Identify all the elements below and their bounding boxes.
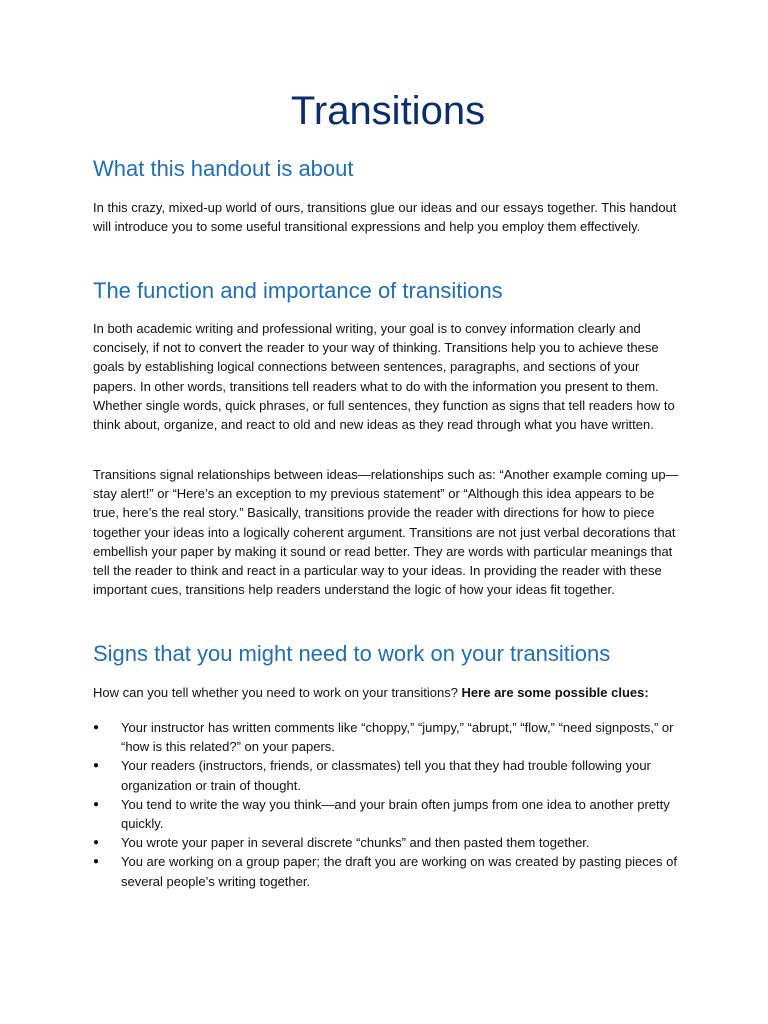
signs-intro bbox=[93, 683, 683, 702]
list-item bbox=[93, 756, 683, 794]
list-item bbox=[93, 852, 683, 890]
list-item-text: You tend to write the way you think—and your brain often jumps from one idea to another pretty quickly. bbox=[121, 796, 670, 832]
signs-intro-bold: Here are some possible clues: bbox=[461, 685, 649, 700]
about-paragraph: In this crazy, mixed-up world of ours, transitions glue our ideas and our essays together. This handout will introduce you to some useful transitional expressions and help you employ them effectively. bbox=[93, 200, 677, 235]
bullet-icon: ● bbox=[93, 798, 100, 810]
list-item-text: Your instructor has written comments like “choppy,” “jumpy,” “abrupt,” “flow,” “need signposts,” or “how is this related?” on your papers. bbox=[121, 720, 674, 755]
bullet-icon: ● bbox=[93, 760, 100, 772]
section-heading-signs: Signs that you might need to work on your transitions bbox=[93, 641, 611, 666]
document-title: Transitions bbox=[290, 89, 486, 133]
function-paragraph-1: In both academic writing and professional writing, your goal is to convey information clearly and concisely, if not to convert the reader to your way of thinking. Transitions help you to achieve these goals by establishing logical connections between sentences, paragraphs, and sections of your papers. In other words, transitions tell readers what to do with the information you present to them. Whether single words, quick phrases, or full sentences, they function as signs that tell readers how to think about, organize, and react to old and new ideas as they read through what you have written. bbox=[93, 321, 675, 433]
list-item bbox=[93, 718, 683, 756]
signs-bullet-list bbox=[93, 718, 683, 891]
bullet-icon: ● bbox=[93, 856, 100, 868]
section-heading-about: What this handout is about bbox=[93, 156, 354, 181]
list-item-text: Your readers (instructors, friends, or classmates) tell you that they had trouble following your organization or train of thought. bbox=[121, 758, 651, 793]
list-item bbox=[93, 833, 683, 852]
list-item-text: You wrote your paper in several discrete “chunks” and then pasted them together. bbox=[121, 835, 590, 851]
function-paragraph-2: Transitions signal relationships between ideas—relationships such as: “Another example coming up—stay alert!” or “Here’s an exception to my previous statement” or “Although this idea appears to be true, here’s the real story.” Basically, transitions provide the reader with directions for how to piece together your ideas into a logically coherent argument. Transitions are not just verbal decorations that embellish your paper by making it sound or read better. They are words with particular meanings that tell the reader to think and react in a particular way to your ideas. In providing the reader with these important cues, transitions help readers understand the logic of how your ideas fit together. bbox=[93, 467, 679, 598]
signs-intro-text: How can you tell whether you need to work on your transitions? bbox=[93, 685, 462, 700]
bullet-icon: ● bbox=[93, 837, 100, 849]
section-heading-function: The function and importance of transitions bbox=[93, 278, 503, 303]
bullet-icon: ● bbox=[93, 722, 100, 733]
list-item-text: You are working on a group paper; the draft you are working on was created by pasting pieces of several people’s writing together. bbox=[121, 854, 677, 889]
list-item bbox=[93, 795, 683, 833]
